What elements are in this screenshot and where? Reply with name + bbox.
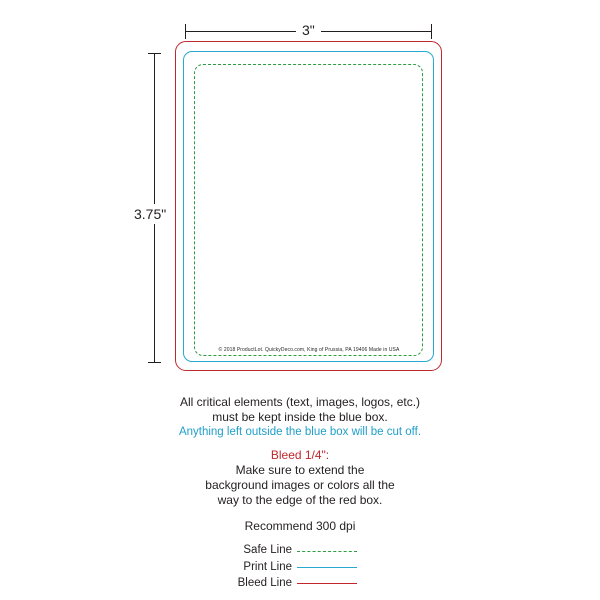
width-dimension-right-cap: [431, 24, 432, 39]
legend-safe-line: [297, 551, 357, 552]
recommend-dpi: Recommend 300 dpi: [244, 519, 356, 533]
safe-box: [194, 64, 423, 356]
legend-print-label: Print Line: [243, 561, 292, 573]
bleed-instruction-line-3: way to the edge of the red box.: [217, 493, 383, 507]
legend-print-line: [297, 567, 357, 568]
width-dimension-left-cap: [185, 24, 186, 39]
critical-elements-line-1: All critical elements (text, images, logos, etc.): [179, 395, 421, 409]
legend-bleed-line: [297, 583, 357, 584]
bleed-instruction-line-2: background images or colors all the: [205, 478, 395, 492]
height-dimension-bottom-cap: [148, 362, 161, 363]
width-label: 3": [296, 22, 321, 38]
legend-bleed-label: Bleed Line: [237, 577, 292, 589]
copyright-text: © 2018 ProductLot. QuickyDeco.com, King of Prussia, PA 19406 Made in USA: [218, 347, 400, 353]
bleed-instruction-line-1: Make sure to extend the: [235, 463, 365, 477]
cutoff-warning: Anything left outside the blue box will be cut off.: [178, 426, 422, 438]
bleed-title: Bleed 1/4":: [270, 448, 330, 462]
height-label: 3.75": [134, 206, 167, 222]
legend-safe-label: Safe Line: [243, 544, 292, 556]
critical-elements-line-2: must be kept inside the blue box.: [212, 410, 388, 424]
height-dimension-top-cap: [148, 53, 161, 54]
